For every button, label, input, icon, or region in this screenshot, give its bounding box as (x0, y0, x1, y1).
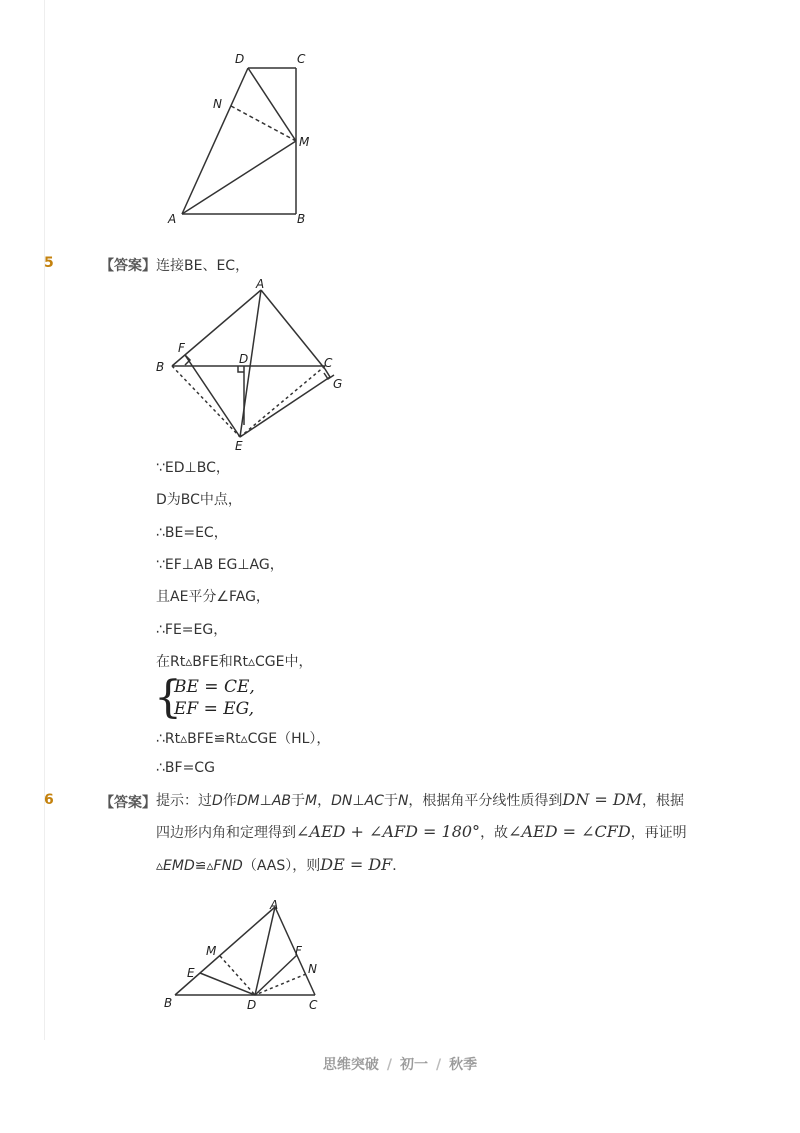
segment-ed (200, 973, 255, 995)
segment-nd-dashed (255, 974, 306, 995)
math: D (212, 793, 223, 809)
label-c: C (324, 356, 333, 370)
system-eq-1: BE = CE, (174, 677, 255, 697)
math-formula: DN = DM (562, 790, 643, 809)
segment-fe (185, 355, 240, 437)
text: 作 (222, 793, 237, 809)
segment-nm-dashed (231, 106, 296, 141)
footer-grade: 初一 (400, 1057, 428, 1073)
math: N (397, 793, 409, 809)
q5-line-6: ∴FE=EG， (156, 622, 228, 638)
text: ， (317, 793, 332, 809)
system-brace: { (154, 672, 182, 723)
page-footer (0, 1054, 800, 1074)
segment-ge (240, 377, 330, 437)
math: DN⊥AC (331, 793, 384, 809)
label-d: D (235, 52, 245, 66)
label-c: C (297, 52, 306, 66)
label-a: A (270, 898, 279, 912)
label-n: N (308, 962, 317, 976)
label-a: A (168, 212, 177, 226)
label-g: G (333, 377, 343, 391)
segment-be-dashed (172, 366, 240, 437)
label-b: B (164, 996, 173, 1010)
text: 四边形内角和定理得到 (156, 825, 296, 841)
math-formula: DE = DF (320, 855, 393, 874)
text: 于 (291, 793, 306, 809)
text: （AAS），则 (242, 858, 321, 874)
segment-ab (175, 907, 275, 995)
q5-conclusion-1: ∴Rt▵BFE≌Rt▵CGE（HL）， (156, 731, 331, 747)
label-e: E (235, 439, 243, 453)
math: M (305, 793, 318, 809)
segment-md-dashed (220, 956, 255, 995)
q5-line-5: 且AE平分∠FAG， (156, 589, 270, 605)
footer-separator: / (386, 1057, 392, 1073)
q5-line-7: 在Rt▵BFE和Rt▵CGE中， (156, 654, 313, 670)
text: ≌▵ (194, 858, 214, 874)
q6-line-2 (156, 822, 687, 842)
label-f: F (178, 341, 185, 355)
math: FND (213, 858, 243, 874)
q6-line-1 (156, 790, 684, 810)
label-m: M (206, 944, 217, 958)
text: ，再证明 (630, 825, 687, 841)
label-d: D (239, 352, 249, 366)
math: DM⊥AB (236, 793, 292, 809)
figure-q6 (155, 895, 335, 1020)
q6-line-3 (156, 855, 406, 875)
math: EMD (163, 858, 195, 874)
label-e: E (187, 966, 195, 980)
label-b: B (297, 212, 306, 226)
math-formula: ∠AED = ∠CFD (508, 822, 631, 841)
label-a: A (256, 277, 265, 291)
left-margin-rule (44, 0, 45, 1040)
text: ，故 (480, 825, 509, 841)
footer-series: 思维突破 (322, 1057, 379, 1073)
answer-tag-6: 【答案】 (100, 795, 156, 811)
label-d: D (247, 998, 257, 1012)
text: 提示：过 (156, 793, 212, 809)
math-formula: ∠AED + ∠AFD = 180° (296, 822, 481, 841)
q5-conclusion-2: ∴BF=CG (156, 760, 215, 776)
text: 于 (383, 793, 398, 809)
footer-separator: / (436, 1057, 442, 1073)
question-number-6: 6 (44, 792, 54, 808)
segment-ad (255, 907, 275, 995)
footer-season: 秋季 (449, 1057, 478, 1073)
label-c: C (309, 998, 318, 1012)
segment-ac (261, 290, 325, 369)
segment-fd (255, 955, 297, 995)
label-m: M (299, 135, 310, 149)
q5-line-2: D为BC中点， (156, 492, 242, 508)
answer-tag-5: 【答案】 (100, 258, 156, 274)
q5-intro: 连接BE、EC， (156, 258, 250, 274)
label-f: F (295, 944, 302, 958)
text: ▵ (156, 858, 164, 874)
figure-q5 (150, 275, 350, 455)
label-n: N (213, 97, 222, 111)
segment-ce-dashed (240, 366, 325, 437)
right-angle-d (238, 366, 244, 372)
q5-line-4: ∵EF⊥AB EG⊥AG， (156, 557, 284, 573)
question-number-5: 5 (44, 255, 54, 271)
text: ，根据角平分线性质得到 (408, 793, 563, 809)
q5-line-3: ∴BE=EC， (156, 525, 228, 541)
system-eq-2: EF = EG, (174, 699, 255, 719)
segment-dm (248, 68, 296, 141)
text: ． (392, 858, 407, 874)
label-b: B (156, 360, 165, 374)
figure-trapezoid (160, 48, 330, 233)
q5-line-1: ∵ED⊥BC， (156, 460, 230, 476)
text: ，根据 (642, 793, 685, 809)
